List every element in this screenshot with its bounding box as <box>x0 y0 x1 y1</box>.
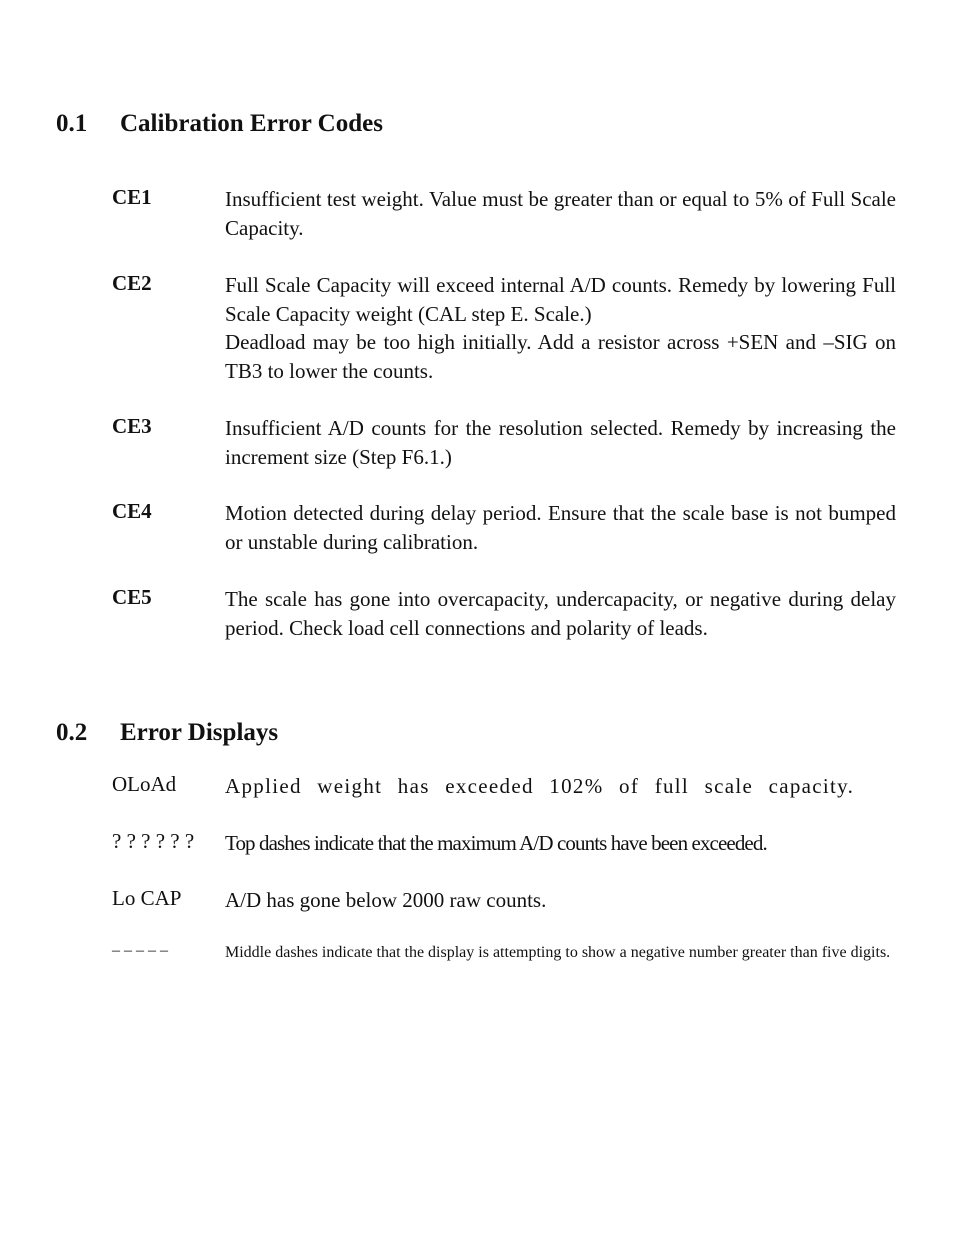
error-description <box>225 185 896 242</box>
section-number: 0.1 <box>56 110 88 137</box>
description-paragraph: Deadload may be too high initially. Add a resistor across +SEN and –SIG on TB3 to lower the counts. <box>225 330 896 383</box>
error-description <box>225 271 896 385</box>
section-number: 0.2 <box>56 719 88 746</box>
error-description <box>225 585 896 642</box>
section-heading-error-displays <box>56 719 278 747</box>
description-paragraph: A/D has gone below 2000 raw counts. <box>225 888 547 912</box>
description-paragraph: Applied weight has exceeded 102% of full scale capacity. <box>225 774 855 798</box>
section-heading-calibration-error-codes <box>56 110 383 138</box>
error-code: CE1 <box>112 185 152 209</box>
description-paragraph: Insufficient A/D counts for the resolution selected. Remedy by increasing the increment size (Step F6.1.) <box>225 416 896 469</box>
error-code: CE4 <box>112 499 152 523</box>
section-title: Calibration Error Codes <box>120 110 383 137</box>
error-description <box>225 886 896 915</box>
error-description <box>225 829 896 858</box>
description-paragraph: Insufficient test weight. Value must be greater than or equal to 5% of Full Scale Capacity. <box>225 187 896 240</box>
error-code: OLoAd <box>112 772 177 796</box>
error-code: CE3 <box>112 414 152 438</box>
error-code: – – – – – <box>112 942 168 959</box>
error-description <box>225 499 896 556</box>
description-paragraph: Motion detected during delay period. Ensure that the scale base is not bumped or unstable during calibration. <box>225 501 896 554</box>
description-paragraph: Middle dashes indicate that the display is attempting to show a negative number greater than five digits. <box>225 944 891 961</box>
error-description <box>225 414 896 471</box>
error-code: Lo CAP <box>112 886 182 910</box>
error-code: CE2 <box>112 271 152 295</box>
error-description <box>225 772 896 801</box>
error-description <box>225 942 896 964</box>
error-code: ? ? ? ? ? ? <box>112 829 195 853</box>
description-paragraph: Top dashes indicate that the maximum A/D counts have been exceeded. <box>225 831 767 855</box>
section-title: Error Displays <box>120 719 279 746</box>
error-code: CE5 <box>112 585 152 609</box>
description-paragraph: Full Scale Capacity will exceed internal A/D counts. Remedy by lowering Full Scale Capacity weight (CAL step E. Scale.) <box>225 273 896 326</box>
description-paragraph: The scale has gone into overcapacity, undercapacity, or negative during delay period. Check load cell connections and polarity of leads. <box>225 587 896 640</box>
